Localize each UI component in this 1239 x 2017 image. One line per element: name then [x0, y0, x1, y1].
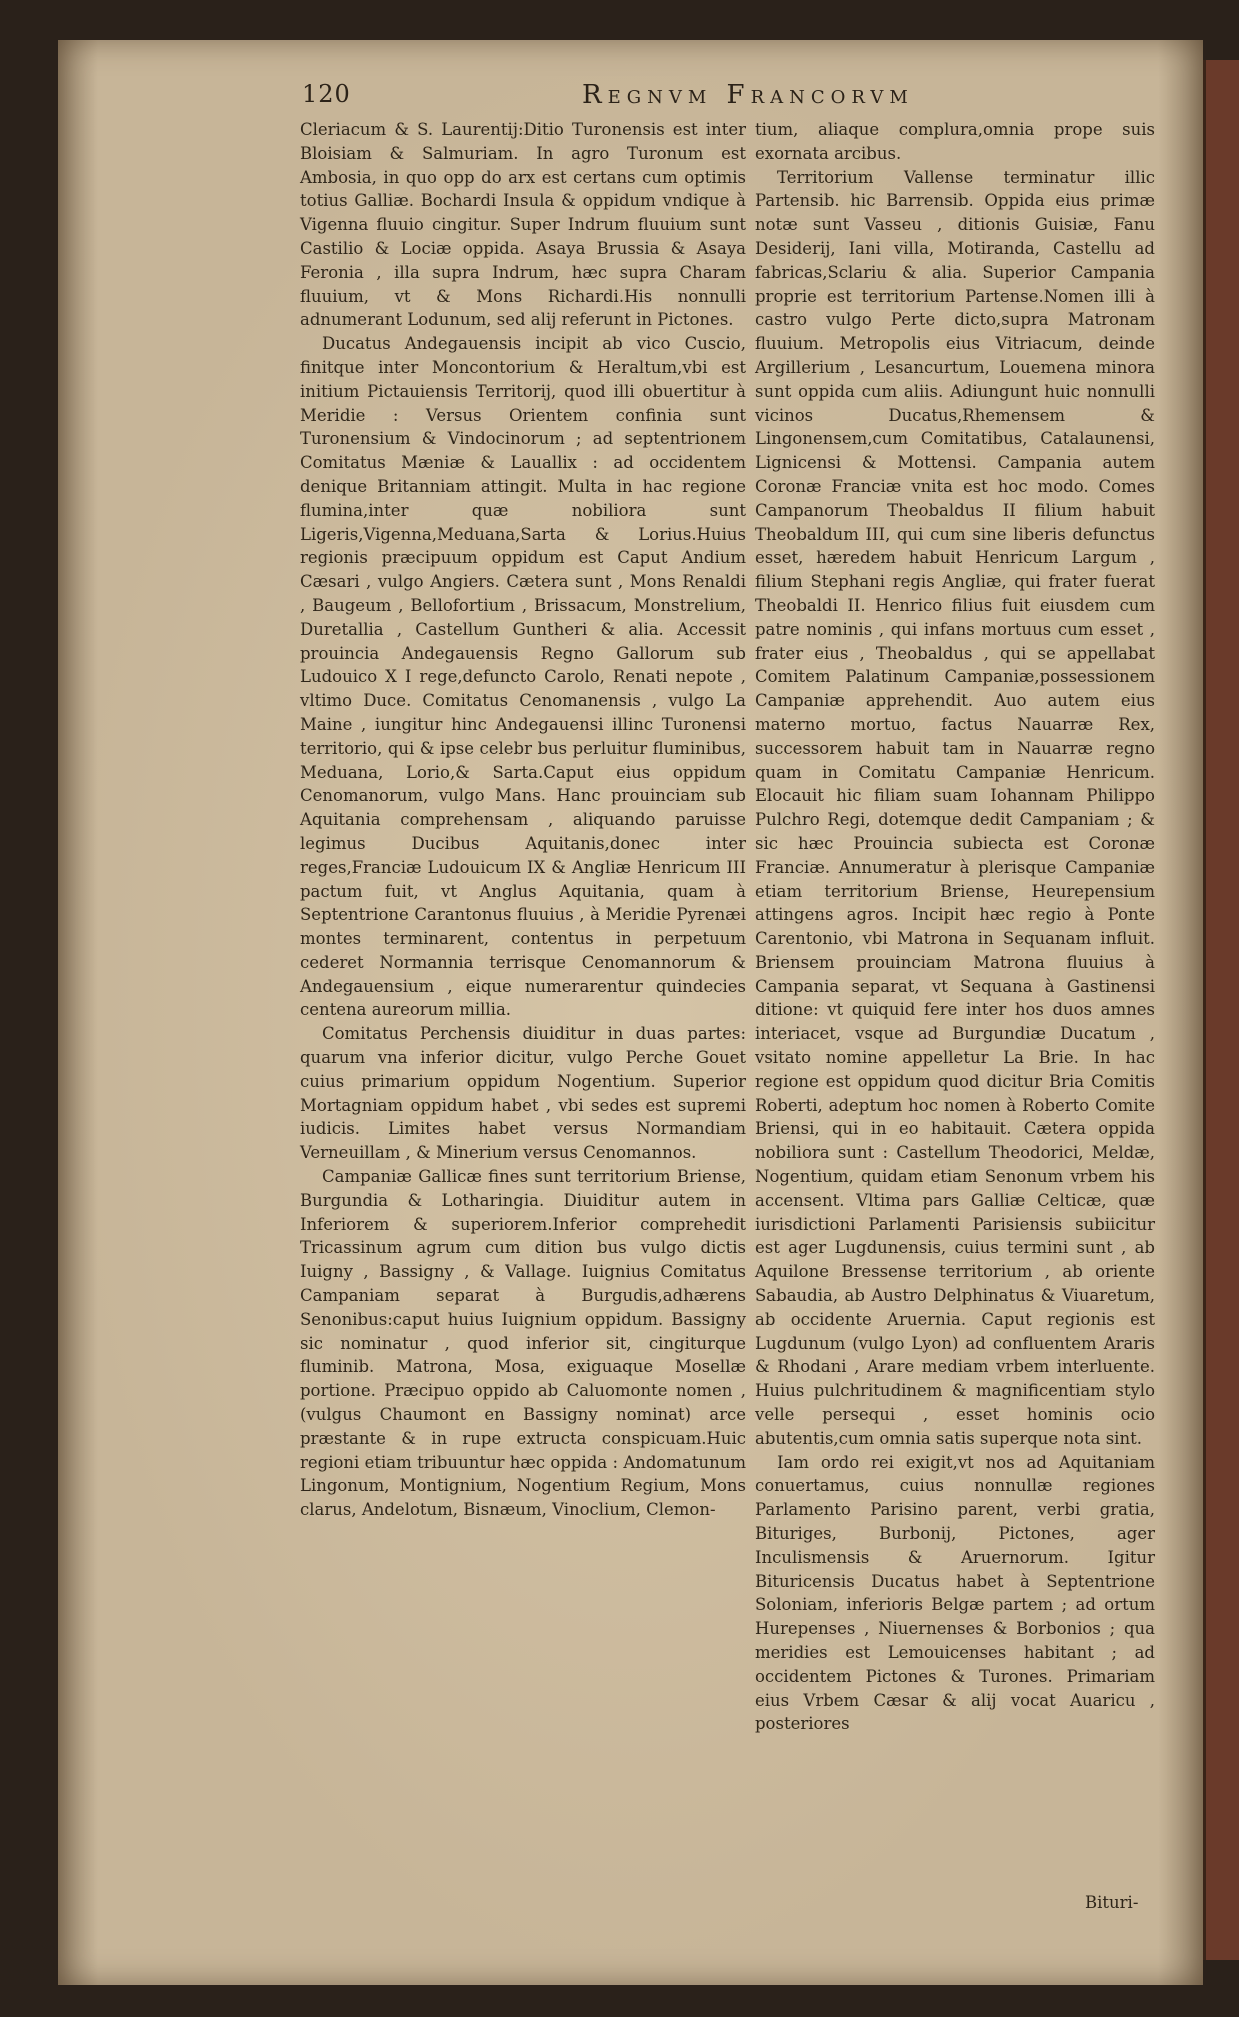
paragraph-aquitania: Iam ordo rei exigit,vt nos ad Aquitaniam conuertamus, cuius nonnullæ regiones Parlamento Parisino parent, verbi gratia, Bituriges, Burbonij, Pictones, ager Inculismensis & Aruernorum. Igitur Bituricensis Ducatus habet à Septentrione Soloniam, inferioris Belgæ partem ; ad ortum Hurepenses , Niuernenses & Borbonios ; qua meridies est Lemouicenses habitant ; ad occidentem Pictones & Turones. Primariam eius Vrbem Cæsar & alij vocat Auaricu , posteriores — [755, 1452, 1155, 1734]
right-column — [755, 118, 1155, 1736]
paragraph-perchensis: Comitatus Perchensis diuiditur in duas partes: quarum vna inferior dicitur, vulgo Perche Gouet cuius primarium oppidum Nogentium. Superior Mortagniam oppidum habet , vbi sedes est supremi iudicis. Limites habet versus Normandiam Verneuillam , & Minerium versus Cenomannos. — [300, 1024, 746, 1163]
page-number: 120 — [302, 80, 351, 108]
paragraph-turonensis: Cleriacum & S. Laurentij:Ditio Turonensis est inter Bloisiam & Salmuriam. In agro Turonum est Ambosia, in quo opp do arx est certans cum optimis totius Galliæ. Bochardi Insula & oppidum vndique à Vigenna fluuio cingitur. Super Indrum fluuium sunt Castilio & Lociæ oppida. Asaya Brussia & Asaya Feronia , illa supra Indrum, hæc supra Charam fluuium, vt & Mons Richardi.His nonnulli adnumerant Lodunum, sed alij referunt in Pictones. — [300, 120, 746, 330]
paragraph-continuation: tium, aliaque complura,omnia prope suis exornata arcibus. — [755, 120, 1155, 163]
catchword: Bituri- — [1085, 1893, 1139, 1912]
paragraph-campania: Campaniæ Gallicæ fines sunt territorium Briense, Burgundia & Lotharingia. Diuiditur autem in Inferiorem & superiorem.Inferior comprehedit Tricassinum agrum cum dition bus vulgo dictis Iuigny , Bassigny , & Vallage. Iuignius Comitatus Campaniam separat à Burgudis,adhærens Senonibus:caput huius Iuignium oppidum. Bassigny sic nominatur , quod inferior sit, cingiturque fluminib. Matrona, Mosa, exiguaque Mosellæ portione. Præcipuo oppido ab Caluomonte nomen , (vulgus Chaumont en Bassigny nominat) arce præstante & in rupe extructa conspicuam.Huic regioni etiam tribuuntur hæc oppida : Andomatunum Lingonum, Montignium, Nogentium Regium, Mons clarus, Andelotum, Bisnæum, Vinoclium, Clemon- — [300, 1167, 746, 1520]
left-column — [300, 118, 746, 1522]
paragraph-andegauensis: Ducatus Andegauensis incipit ab vico Cuscio, finitque inter Moncontorium & Heraltum,vbi est initium Pictauiensis Territorij, quod illi obuertitur à Meridie : Versus Orientem confinia sunt Turonensium & Vindocinorum ; ad septentrionem Comitatus Mæniæ & Lauallix : ad occidentem denique Britanniam attingit. Multa in hac regione flumina,inter quæ nobiliora sunt Ligeris,Vigenna,Meduana,Sarta & Lorius.Huius regionis præcipuum oppidum est Caput Andium Cæsari , vulgo Angiers. Cætera sunt , Mons Renaldi , Baugeum , Bellofortium , Brissacum, Monstrelium, Duretallia , Castellum Guntheri & alia. Accessit prouincia Andegauensis Regno Gallorum sub Ludouico X I rege,defuncto Carolo, Renati nepote , vltimo Duce. Comitatus Cenomanensis , vulgo La Maine , iungitur hinc Andegauensi illinc Turonensi territorio, qui & ipse celebr bus perluitur fluminibus, Meduana, Lorio,& Sarta.Caput eius oppidum Cenomanorum, vulgo Mans. Hanc prouinciam sub Aquitania comprehensam , aliquando paruisse legimus Ducibus Aquitanis,donec inter reges,Franciæ Ludouicum IX & Angliæ Henricum III pactum fuit, vt Anglus Aquitania, quam à Septentrione Carantonus fluuius , à Meridie Pyrenæi montes terminarent, contentus in perpetuum cederet Normannia terrisque Cenomannorum & Andegauensium , eique numerarentur quindecies centena aureorum millia. — [300, 334, 746, 1020]
facing-page-edge — [1203, 60, 1239, 1960]
paragraph-vallense: Territorium Vallense terminatur illic Partensib. hic Barrensib. Oppida eius primæ notæ sunt Vasseu , ditionis Guisiæ, Fanu Desiderij, Iani villa, Motiranda, Castellu ad fabricas,Sclariu & alia. Superior Campania proprie est territorium Partense.Nomen illi à castro vulgo Perte dicto,supra Matronam fluuium. Metropolis eius Vitriacum, deinde Argillerium , Lesancurtum, Louemena minora sunt oppida cum aliis. Adiungunt huic nonnulli vicinos Ducatus,Rhemensem & Lingonensem,cum Comitatibus, Catalaunensi, Lignicensi & Mottensi. Campania autem Coronæ Franciæ vnita est hoc modo. Comes Campanorum Theobaldus II filium habuit Theobaldum III, qui cum sine liberis defunctus esset, hæredem habuit Henricum Largum , filium Stephani regis Angliæ, qui frater fuerat Theobaldi II. Henrico filius fuit eiusdem cum patre nominis , qui infans mortuus cum esset , frater eius , Theobaldus , qui se appellabat Comitem Palatinum Campaniæ,possessionem Campaniæ apprehendit. Auo autem eius materno mortuo, factus Nauarræ Rex, successorem habuit tam in Nauarræ regno quam in Comitatu Campaniæ Henricum. Elocauit hic filiam suam Iohannam Philippo Pulchro Regi, dotemque dedit Campaniam ; & sic hæc Prouincia subiecta est Coronæ Franciæ. Annumeratur à plerisque Campaniæ etiam territorium Briense, Heurepensium attingens agros. Incipit hæc regio à Ponte Carentonio, vbi Matrona in Sequanam influit. Briensem prouinciam Matrona fluuius à Campania separat, vt Sequana à Gastinensi ditione: vt quiquid fere inter hos duos amnes interiacet, vsque ad Burgundiæ Ducatum , vsitato nomine appelletur La Brie. In hac regione est oppidum quod dicitur Bria Comitis Roberti, adeptum hoc nomen à Roberto Comite Briensi, qui in eo habitauit. Cætera oppida nobiliora sunt : Castellum Theodorici, Meldæ, Nogentium, quidam etiam Senonum vrbem his accensent. Vltima pars Galliæ Celticæ, quæ iurisdictioni Parlamenti Parisiensis subiicitur est ager Lugdunensis, cuius termini sunt , ab Aquilone Bressense territorium , ab oriente Sabaudia, ab Austro Delphinatus & Viuaretum, ab occidente Aruernia. Caput regionis est Lugdunum (vulgo Lyon) ad confluentem Araris & Rhodani , Arare mediam vrbem interluente. Huius pulchritudinem & magnificentiam stylo velle persequi , esset hominis ocio abutentis,cum omnia satis superque nota sint. — [755, 167, 1155, 1448]
running-head — [302, 80, 1162, 120]
running-title: Regnvm Francorvm — [582, 80, 914, 110]
